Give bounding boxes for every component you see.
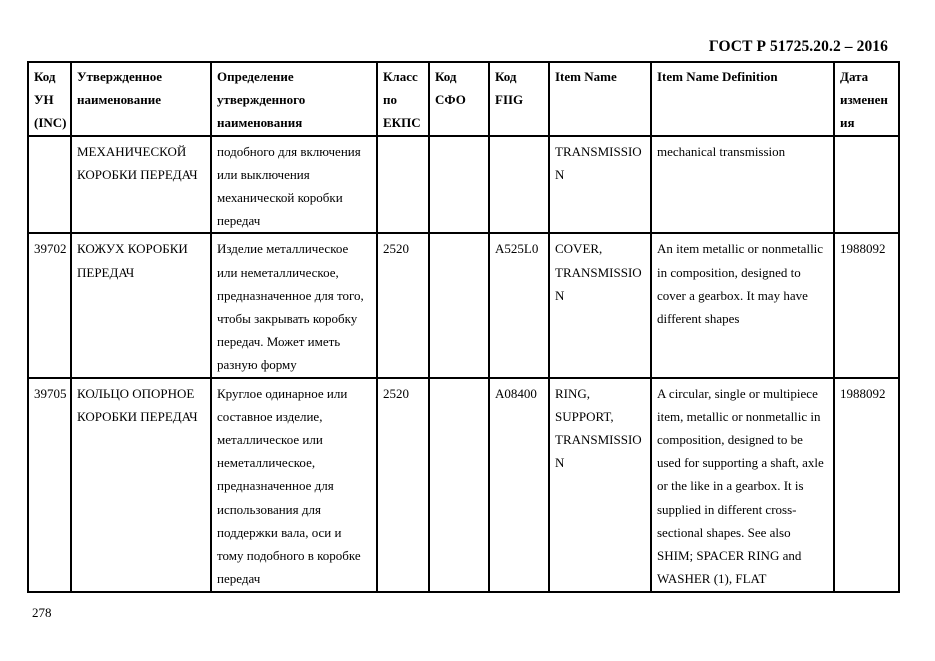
cell-item-name-definition: [651, 233, 834, 377]
header-text-line: Утвержденное: [77, 69, 162, 84]
cell-text-line: N: [555, 287, 565, 303]
cell-item-name: [549, 136, 651, 234]
cell-inc: [28, 136, 71, 234]
column-header-sfo-code: [429, 62, 489, 136]
cell-approved-definition: [211, 136, 377, 234]
cell-text-line: металлическое или: [217, 432, 323, 448]
column-header-item-name: [549, 62, 651, 136]
header-text-line: (INC): [34, 115, 67, 131]
header-text-line: Код: [495, 69, 517, 84]
cell-ekps-class: [377, 378, 429, 592]
cell-text-line: N: [555, 166, 565, 182]
cell-text-line: неметаллическое,: [217, 455, 316, 471]
header-text-line: наименование: [77, 92, 162, 108]
cell-sfo-code: [429, 233, 489, 377]
cell-inc: [28, 233, 71, 377]
header-text-line: Код: [34, 69, 56, 84]
cell-text-line: 1988092: [840, 385, 886, 401]
cell-text-line: 39702: [34, 241, 67, 257]
cell-text-line: mechanical transmission: [657, 143, 786, 159]
cell-text-line: или выключения: [217, 166, 310, 182]
cell-text-line: предназначенное для: [217, 478, 334, 494]
cell-text-line: WASHER (1), FLAT: [657, 571, 767, 587]
cell-text-line: A525L0: [495, 241, 539, 257]
cell-text-line: КОРОБКИ ПЕРЕДАЧ: [77, 408, 198, 424]
cell-text-line: A circular, single or multipiece: [657, 385, 818, 401]
cell-text-line: A08400: [495, 385, 537, 401]
cell-text-line: 39705: [34, 385, 67, 401]
cell-text-line: supplied in different cross-: [657, 501, 797, 517]
header-text-line: Определение: [217, 69, 294, 84]
cell-text-line: механической коробки: [217, 190, 343, 206]
cell-item-name: [549, 233, 651, 377]
cell-change-date: [834, 233, 899, 377]
item-names-table: [27, 61, 900, 593]
column-header-item-name-definition: [651, 62, 834, 136]
header-text-line: Item Name Definition: [657, 69, 778, 84]
header-text-line: изменен: [840, 92, 888, 108]
header-text-line: Дата: [840, 69, 869, 84]
header-text-line: Класс: [383, 69, 418, 84]
cell-approved-name: [71, 378, 211, 592]
cell-text-line: использования для: [217, 501, 321, 517]
header-text-line: Item Name: [555, 69, 617, 84]
cell-text-line: or the like in a gearbox. It is: [657, 478, 804, 494]
cell-text-line: sectional shapes. See also: [657, 524, 791, 540]
column-header-change-date: [834, 62, 899, 136]
table-header-row: [28, 62, 899, 136]
header-text-line: утвержденного: [217, 92, 306, 108]
cell-text-line: different shapes: [657, 311, 740, 327]
cell-text-line: предназначенное для того,: [217, 287, 364, 303]
column-header-inc: [28, 62, 71, 136]
cell-text-line: TRANSMISSIO: [555, 264, 642, 280]
cell-change-date: [834, 136, 899, 234]
cell-text-line: 1988092: [840, 241, 886, 257]
cell-text-line: КОРОБКИ ПЕРЕДАЧ: [77, 166, 198, 182]
cell-text-line: SUPPORT,: [555, 408, 614, 424]
cell-text-line: An item metallic or nonmetallic: [657, 241, 824, 257]
cell-text-line: передач: [217, 571, 261, 587]
cell-text-line: item, metallic or nonmetallic in: [657, 408, 821, 424]
header-text-line: Код: [435, 69, 457, 84]
cell-sfo-code: [429, 378, 489, 592]
table-row: [28, 136, 899, 234]
cell-text-line: передач. Может иметь: [217, 334, 341, 350]
cell-item-name-definition: [651, 136, 834, 234]
cell-ekps-class: [377, 233, 429, 377]
cell-text-line: поддержки вала, оси и: [217, 524, 342, 540]
table-row: [28, 233, 899, 377]
cell-item-name-definition: [651, 378, 834, 592]
cell-text-line: разную форму: [217, 357, 297, 373]
cell-fiig-code: [489, 136, 549, 234]
cell-approved-name: [71, 233, 211, 377]
cell-text-line: SHIM; SPACER RING and: [657, 548, 802, 564]
cell-text-line: 2520: [383, 241, 409, 257]
cell-approved-definition: [211, 378, 377, 592]
column-header-approved-name: [71, 62, 211, 136]
column-header-approved-definition: [211, 62, 377, 136]
cell-text-line: Круглое одинарное или: [217, 385, 348, 401]
page-number: 278: [32, 605, 52, 620]
cell-text-line: N: [555, 455, 565, 471]
cell-change-date: [834, 378, 899, 592]
cell-fiig-code: [489, 378, 549, 592]
header-text-line: по: [383, 92, 397, 108]
cell-approved-name: [71, 136, 211, 234]
cell-text-line: 2520: [383, 385, 409, 401]
cell-text-line: чтобы закрывать коробку: [217, 311, 358, 327]
cell-approved-definition: [211, 233, 377, 377]
cell-text-line: составное изделие,: [217, 408, 323, 424]
cell-text-line: МЕХАНИЧЕСКОЙ: [77, 143, 187, 159]
column-header-fiig-code: [489, 62, 549, 136]
cell-text-line: передач: [217, 213, 261, 229]
header-text-line: FIIG: [495, 92, 524, 108]
cell-text-line: подобного для включения: [217, 143, 361, 159]
cell-text-line: КОЛЬЦО ОПОРНОЕ: [77, 385, 195, 401]
cell-text-line: cover a gearbox. It may have: [657, 287, 808, 303]
cell-text-line: RING,: [555, 385, 591, 401]
cell-fiig-code: [489, 233, 549, 377]
cell-text-line: Изделие металлическое: [217, 241, 349, 257]
cell-text-line: used for supporting a shaft, axle: [657, 455, 824, 471]
header-text-line: ЕКПС: [383, 115, 421, 131]
cell-inc: [28, 378, 71, 592]
cell-text-line: или неметаллическое,: [217, 264, 339, 280]
document-header: ГОСТ Р 51725.20.2 – 2016: [708, 38, 888, 55]
cell-text-line: TRANSMISSIO: [555, 143, 642, 159]
cell-sfo-code: [429, 136, 489, 234]
cell-text-line: КОЖУХ КОРОБКИ: [77, 241, 188, 257]
cell-text-line: TRANSMISSIO: [555, 432, 642, 448]
cell-text-line: COVER,: [555, 241, 603, 257]
cell-text-line: тому подобного в коробке: [217, 548, 361, 564]
header-text-line: наименования: [217, 115, 303, 131]
cell-item-name: [549, 378, 651, 592]
cell-ekps-class: [377, 136, 429, 234]
column-header-ekps-class: [377, 62, 429, 136]
cell-text-line: in composition, designed to: [657, 264, 801, 280]
header-text-line: СФО: [435, 92, 466, 108]
cell-text-line: composition, designed to be: [657, 432, 803, 448]
cell-text-line: ПЕРЕДАЧ: [77, 264, 135, 280]
header-text-line: ия: [840, 115, 855, 131]
table-row: [28, 378, 899, 592]
header-text-line: УН: [34, 92, 54, 108]
